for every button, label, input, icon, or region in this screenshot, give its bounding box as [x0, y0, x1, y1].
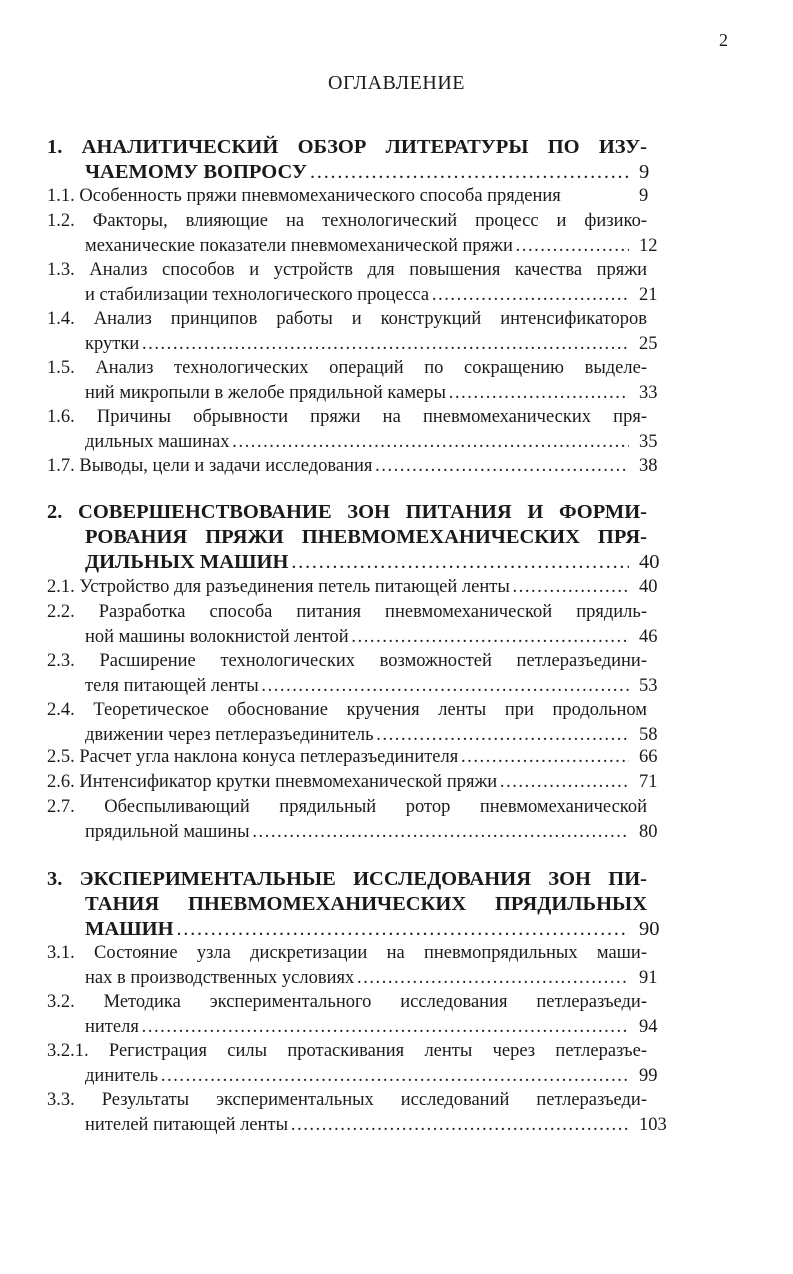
- toc-page: 25: [639, 333, 658, 354]
- toc-page: 40: [639, 551, 660, 573]
- toc-line-text: динитель: [85, 1065, 159, 1086]
- toc-line-text: 1.1. Особенность пряжи пневмомеханического способа прядения: [47, 186, 561, 206]
- leader-dots: [160, 1064, 629, 1089]
- toc-line: [47, 966, 687, 991]
- toc-page: 71: [639, 772, 658, 792]
- page-number: 2: [719, 30, 728, 50]
- leader-dots: [431, 283, 629, 308]
- toc-line: 2.2. Разработка способа питания пневмомеханической прядиль-: [47, 602, 647, 622]
- toc-line-text: ний микропыли в желобе прядильной камеры: [85, 382, 446, 403]
- toc-entry-2-1[interactable]: [47, 575, 687, 600]
- toc-entry-3-2[interactable]: [47, 990, 687, 1039]
- toc-line: [47, 283, 687, 308]
- toc-line: [47, 917, 687, 942]
- toc-line: [47, 1015, 687, 1040]
- toc-line: 3. ЭКСПЕРИМЕНТАЛЬНЫЕ ИССЛЕДОВАНИЯ ЗОН ПИ-: [47, 868, 647, 890]
- toc-entry-2-4[interactable]: [47, 698, 687, 747]
- toc-page: 33: [639, 382, 658, 403]
- toc-line: 3.2. Методика экспериментального исследования петлеразъеди-: [47, 992, 647, 1012]
- toc-entry-2-6[interactable]: [47, 770, 687, 795]
- toc-entry-2-7[interactable]: [47, 795, 687, 844]
- toc-line: [47, 674, 687, 699]
- toc-line-text: 2.6. Интенсификатор крутки пневмомеханической пряжи: [47, 772, 498, 792]
- toc-entry-2-3[interactable]: [47, 649, 687, 698]
- leader-dots: [290, 550, 629, 575]
- leader-dots: [351, 625, 629, 650]
- toc-page: 40: [639, 577, 658, 597]
- toc-line-text: механические показатели пневмомеханической пряжи: [85, 235, 513, 256]
- leader-dots: [176, 917, 629, 942]
- toc-entry-1-5[interactable]: [47, 356, 687, 405]
- toc-line: [47, 723, 687, 748]
- toc-line-text: ЧАЕМОМУ ВОПРОСУ: [85, 161, 308, 183]
- toc-line-text: и стабилизации технологического процесса: [85, 284, 430, 305]
- toc-entry-2-5[interactable]: [47, 745, 687, 770]
- toc-page: 9: [639, 186, 649, 206]
- toc-page: 99: [639, 1065, 658, 1086]
- toc-line: РОВАНИЯ ПРЯЖИ ПНЕВМОМЕХАНИЧЕСКИХ ПРЯ-: [85, 526, 647, 548]
- toc-line: 1.2. Факторы, влияющие на технологический процесс и физико-: [47, 211, 647, 231]
- toc-line-text: 2.5. Расчет угла наклона конуса петлеразъединителя: [47, 747, 459, 767]
- toc-line: 3.1. Состояние узла дискретизации на пневмопрядильных маши-: [47, 943, 647, 963]
- toc-line: ТАНИЯ ПНЕВМОМЕХАНИЧЕСКИХ ПРЯДИЛЬНЫХ: [85, 893, 647, 915]
- toc-line: [47, 550, 687, 575]
- leader-dots: [261, 674, 629, 699]
- toc-line-text: 2.1. Устройство для разъединения петель питающей ленты: [47, 577, 510, 597]
- toc-line-text: 1.7. Выводы, цели и задачи исследования: [47, 456, 373, 476]
- toc-page: 94: [639, 1016, 658, 1037]
- toc-line-text: теля питающей ленты: [85, 675, 259, 696]
- toc-line: [47, 745, 687, 770]
- toc-line: 1.5. Анализ технологических операций по сокращению выделе-: [47, 358, 647, 378]
- toc-entry-1-2[interactable]: [47, 209, 687, 258]
- toc-entry-1-7[interactable]: [47, 454, 687, 479]
- toc-page: 80: [639, 821, 658, 842]
- leader-dots: [512, 575, 629, 600]
- toc-line: 2. СОВЕРШЕНСТВОВАНИЕ ЗОН ПИТАНИЯ И ФОРМИ-: [47, 501, 647, 523]
- toc-page: 46: [639, 626, 658, 647]
- toc-line: [47, 454, 687, 479]
- toc-page: 66: [639, 747, 658, 767]
- toc-line: [47, 184, 687, 209]
- toc-entry-chapter-1[interactable]: [47, 135, 687, 185]
- toc-line: 2.3. Расширение технологических возможностей петлеразъедини-: [47, 651, 647, 671]
- toc-line: 1. АНАЛИТИЧЕСКИЙ ОБЗОР ЛИТЕРАТУРЫ ПО ИЗУ-: [47, 136, 647, 158]
- toc-line-text: нителей питающей ленты: [85, 1114, 289, 1135]
- toc-page: 12: [639, 235, 658, 256]
- toc-page: 90: [639, 918, 660, 940]
- toc-line: [47, 625, 687, 650]
- leader-dots: [141, 1015, 629, 1040]
- toc-line-text: нах в производственных условиях: [85, 967, 355, 988]
- leader-dots: [448, 381, 629, 406]
- toc-entry-1-1[interactable]: [47, 184, 687, 209]
- toc-entry-1-3[interactable]: [47, 258, 687, 307]
- toc-line: 1.3. Анализ способов и устройств для повышения качества пряжи: [47, 260, 647, 280]
- toc-page: 35: [639, 431, 658, 452]
- leader-dots: [309, 160, 629, 185]
- leader-dots: [252, 820, 629, 845]
- toc-line-text: движении через петлеразъединитель: [85, 724, 374, 745]
- toc-entry-3-2-1[interactable]: [47, 1039, 687, 1088]
- leader-dots: [515, 234, 629, 259]
- toc-line: [47, 1113, 687, 1138]
- toc-line: 3.3. Результаты экспериментальных исследований петлеразъеди-: [47, 1090, 647, 1110]
- toc-entry-chapter-3[interactable]: [47, 867, 687, 942]
- toc-entry-3-3[interactable]: [47, 1088, 687, 1137]
- toc-line: 2.7. Обеспыливающий прядильный ротор пневмомеханической: [47, 797, 647, 817]
- toc-page: 58: [639, 724, 658, 745]
- toc-line: [47, 234, 687, 259]
- leader-dots: [374, 454, 629, 479]
- leader-dots: [499, 770, 629, 795]
- leader-dots: [290, 1113, 629, 1138]
- toc-entry-3-1[interactable]: [47, 941, 687, 990]
- toc-line-text: крутки: [85, 333, 140, 354]
- toc-line-text: нителя: [85, 1016, 139, 1037]
- toc-page: 103: [639, 1114, 667, 1135]
- toc-line: [47, 430, 687, 455]
- toc-line: 3.2.1. Регистрация силы протаскивания ленты через петлеразъе-: [47, 1041, 647, 1061]
- toc-page: 21: [639, 284, 658, 305]
- toc-line-text: ной машины волокнистой лентой: [85, 626, 349, 647]
- toc-line-text: МАШИН: [85, 918, 174, 940]
- toc-line: [47, 770, 687, 795]
- leader-dots: [356, 966, 629, 991]
- toc-page: 9: [639, 161, 650, 183]
- toc-line: [47, 820, 687, 845]
- page-title: ОГЛАВЛЕНИЕ: [328, 72, 465, 94]
- toc-entry-1-4[interactable]: [47, 307, 687, 356]
- toc-line: [47, 381, 687, 406]
- leader-dots: [141, 332, 629, 357]
- toc-entry-1-6[interactable]: [47, 405, 687, 454]
- toc-line-text: прядильной машины: [85, 821, 250, 842]
- toc-line-text: ДИЛЬНЫХ МАШИН: [85, 551, 289, 573]
- leader-dots: [460, 745, 629, 770]
- toc-page: 53: [639, 675, 658, 696]
- toc-line: 2.4. Теоретическое обоснование кручения ленты при продольном: [47, 700, 647, 720]
- leader-dots: [232, 430, 630, 455]
- toc-line: [47, 332, 687, 357]
- toc-line: [47, 160, 687, 185]
- toc-line: [47, 575, 687, 600]
- toc-page: 91: [639, 967, 658, 988]
- toc-line: 1.4. Анализ принципов работы и конструкций интенсификаторов: [47, 309, 647, 329]
- toc-page: 38: [639, 456, 658, 476]
- toc-line: 1.6. Причины обрывности пряжи на пневмомеханических пря-: [47, 407, 647, 427]
- leader-dots: [376, 723, 629, 748]
- toc-entry-2-2[interactable]: [47, 600, 687, 649]
- toc-entry-chapter-2[interactable]: [47, 500, 687, 575]
- toc-line: [47, 1064, 687, 1089]
- toc-line-text: дильных машинах: [85, 431, 230, 452]
